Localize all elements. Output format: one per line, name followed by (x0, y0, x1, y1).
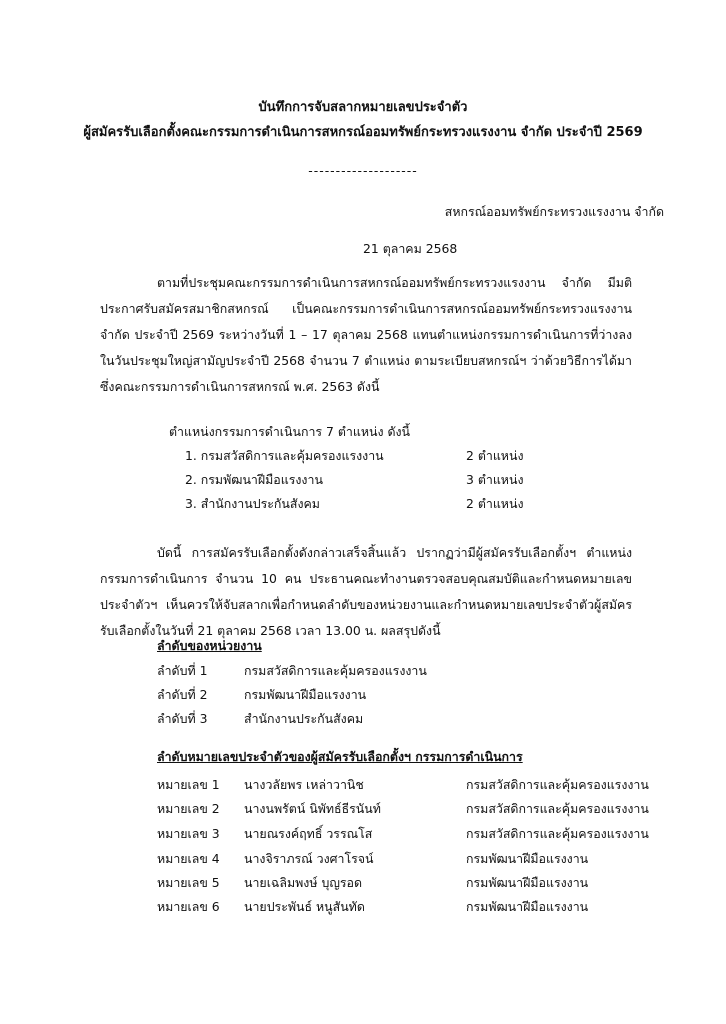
candidate-unit: กรมพัฒนาฝีมือแรงงาน (466, 851, 589, 866)
candidate-unit: กรมสวัสดิการและคุ้มครองแรงงาน (466, 777, 649, 792)
candidate-name: นายเฉลิมพงษ์ บุญรอด (244, 875, 363, 890)
positions-intro: ตำแหน่งกรรมการดำเนินการ 7 ตำแหน่ง ดังนี้ (169, 424, 411, 439)
unit-order-label: ลำดับที่ 2 (157, 687, 208, 702)
position-label: 1. กรมสวัสดิการและคุ้มครองแรงงาน (185, 448, 384, 463)
candidate-unit: กรมพัฒนาฝีมือแรงงาน (466, 899, 589, 914)
position-count: 2 ตำแหน่ง (466, 496, 524, 511)
intro-paragraph-text: ตามที่ประชุมคณะกรรมการดำเนินการสหกรณ์ออมทรัพย์กระทรวงแรงงาน จำกัด มีมติประกาศรับสมัครสมาชิกสหกรณ์ เป็นคณะกรรมการดำเนินการสหกรณ์ออมทรัพย์กระทรวงแรงงาน จำกัด ประจำปี 2569 ระหว่างวันที่ 1 – 17 ตุลาคม 2568 แทนตำแหน่งกรรมการดำเนินการที่ว่างลง ในวันประชุมใหญ่สามัญประจำปี 2568 จำนวน 7 ตำแหน่ง ตามระเบียบสหกรณ์ฯ ว่าด้วยวิธีการได้มาซึ่งคณะกรรมการดำเนินการสหกรณ์ พ.ศ. 2563 ดังนี้ (100, 275, 632, 394)
candidate-unit: กรมสวัสดิการและคุ้มครองแรงงาน (466, 801, 649, 816)
position-count: 3 ตำแหน่ง (466, 472, 524, 487)
result-paragraph (100, 540, 632, 644)
candidate-name: นางนพรัตน์ นิพัทธ์ธีรนันท์ (244, 801, 381, 816)
position-count: 2 ตำแหน่ง (466, 448, 524, 463)
candidate-unit: กรมสวัสดิการและคุ้มครองแรงงาน (466, 826, 649, 841)
candidate-number: หมายเลข 4 (157, 851, 220, 866)
unit-order-unit: สำนักงานประกันสังคม (244, 711, 364, 726)
intro-paragraph (100, 270, 632, 400)
candidate-number: หมายเลข 3 (157, 826, 220, 841)
document-title-line1: บันทึกการจับสลากหมายเลขประจำตัว (258, 100, 468, 115)
position-label: 2. กรมพัฒนาฝีมือแรงงาน (185, 472, 323, 487)
candidate-number: หมายเลข 5 (157, 875, 220, 890)
candidate-number: หมายเลข 6 (157, 899, 220, 914)
title-separator: -------------------- (308, 163, 418, 178)
position-label: 3. สำนักงานประกันสังคม (185, 496, 320, 511)
organization-name: สหกรณ์ออมทรัพย์กระทรวงแรงงาน จำกัด (444, 204, 664, 219)
candidate-number: หมายเลข 1 (157, 777, 220, 792)
document-date: 21 ตุลาคม 2568 (363, 241, 458, 256)
candidate-name: นางจิราภรณ์ วงศาโรจน์ (244, 851, 374, 866)
unit-order-unit: กรมสวัสดิการและคุ้มครองแรงงาน (244, 663, 427, 678)
unit-order-label: ลำดับที่ 3 (157, 711, 208, 726)
unit-order-unit: กรมพัฒนาฝีมือแรงงาน (244, 687, 367, 702)
unit-order-label: ลำดับที่ 1 (157, 663, 208, 678)
candidate-number: หมายเลข 2 (157, 801, 220, 816)
result-paragraph-text: บัดนี้ การสมัครรับเลือกตั้งดังกล่าวเสร็จสิ้นแล้ว ปรากฏว่ามีผู้สมัครรับเลือกตั้งฯ ตำแหน่งกรรมการดำเนินการ จำนวน 10 คน ประธานคณะทำงานตรวจสอบคุณสมบัติและกำหนดหมายเลขประจำตัวฯ เห็นควรให้จับสลากเพื่อกำหนดลำดับของหน่วยงานและกำหนดหมายเลขประจำตัวผู้สมัครรับเลือกตั้งในวันที่ 21 ตุลาคม 2568 เวลา 13.00 น. ผลสรุปดังนี้ (100, 545, 632, 638)
candidates-heading: ลำดับหมายเลขประจำตัวของผู้สมัครรับเลือกตั้งฯ กรรมการดำเนินการ (157, 749, 523, 764)
candidate-name: นายณรงค์ฤทธิ์ วรรณโส (244, 826, 373, 841)
unit-order-heading: ลำดับของหน่วยงาน (157, 638, 262, 653)
candidate-name: นายประพันธ์ หนูสันทัด (244, 899, 365, 914)
document-title-line2: ผู้สมัครรับเลือกตั้งคณะกรรมการดำเนินการสหกรณ์ออมทรัพย์กระทรวงแรงงาน จำกัด ประจำปี 2569 (83, 125, 643, 140)
candidate-unit: กรมพัฒนาฝีมือแรงงาน (466, 875, 589, 890)
candidate-name: นางวลัยพร เหล่าวานิช (244, 777, 364, 792)
